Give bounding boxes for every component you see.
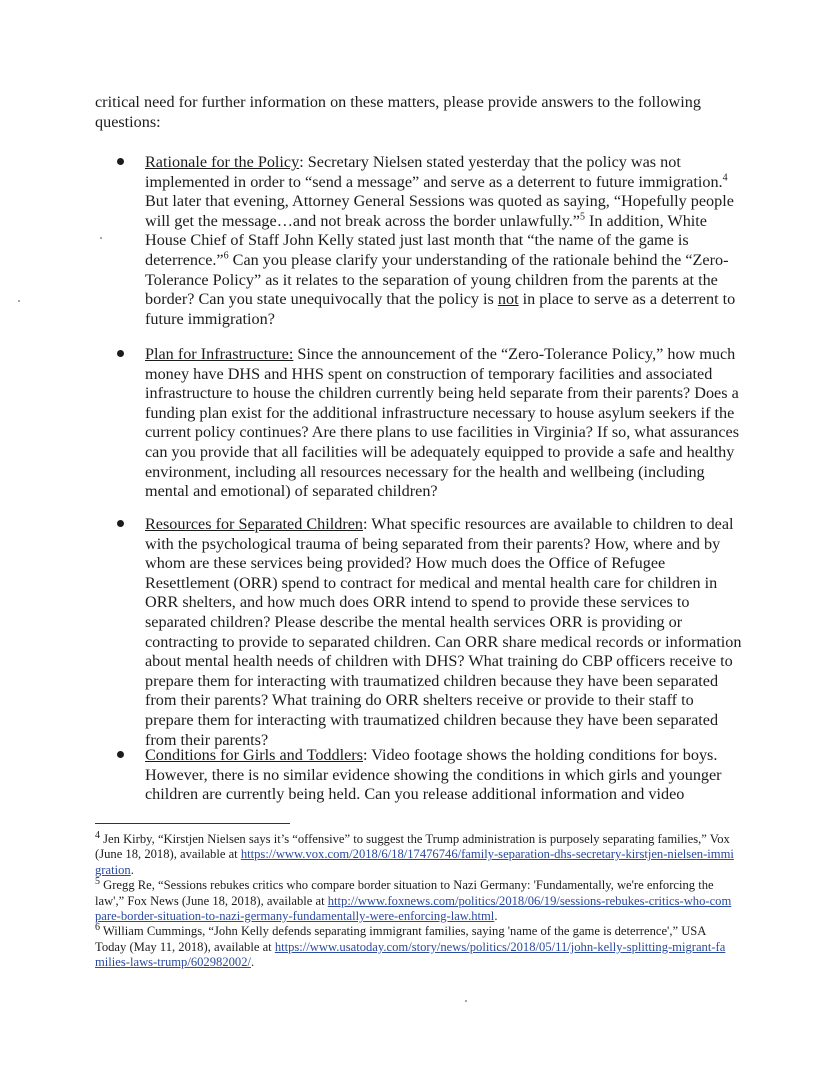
question-item-rationale — [145, 153, 745, 329]
question-item-infrastructure — [145, 345, 745, 502]
intro-paragraph: critical need for further information on these matters, please provide answers to the following questions: — [95, 93, 701, 131]
question-item-resources — [145, 515, 745, 750]
footnote-5: $^5$ Gregg Re, “Sessions rebukes critics who compare border situation to Nazi Germany: 'Fundamentally, we're enforcing the law',” Fox News (June 18, 2018), available at http://www.foxnews.com/politics/2018/06/19/sessions-rebukes-critics-who-compare-border-situation-to-nazi-germany-fundamentally-were-enforcing-law.html. — [95, 876, 732, 924]
footnote-link[interactable]: https://www.usatoday.com/story/news/politics/2018/05/11/john-kelly-splitting-migrant-families-laws-trump/602982002/ — [95, 939, 726, 970]
bullet-icon — [117, 520, 124, 527]
question-heading: Plan for Infrastructure: — [145, 345, 294, 363]
bullet-icon — [117, 350, 124, 357]
question-heading: Resources for Separated Children — [145, 515, 364, 533]
question-text: Plan for Infrastructure: Since the announcement of the “Zero-Tolerance Policy,” how much money have DHS and HHS spent on construction of temporary facilities and associated infrastructure to house the children currently being held separate from their parents? Does a funding plan exist for the additional infrastructure necessary to house asylum seekers if the current policy continues? Are there plans to use facilities in Virginia? If so, what assurances can you provide that all facilities will be adequately equipped to provide a safe and healthy environment, including all resources necessary for the health and wellbeing (including mental and emotional) of separated children? — [145, 345, 740, 501]
question-text: Rationale for the Policy: Secretary Nielsen stated yesterday that the policy was not implemented in order to “send a message” and serve as a deterrent to future immigration.$^4$ But later that evening, Attorney General Sessions was quoted as saying, “Hopefully people will get the message…and not break across the border unlawfully.”$^5$ In addition, White House Chief of Staff John Kelly stated just last month that “the name of the game is deterrence.”$^6$ Can you please clarify your understanding of the rationale behind the “Zero-Tolerance Policy” as it relates to the separation of young children from the parents at the border? Can you state unequivocally that the policy is not in place to serve as a deterrent to future immigration? — [145, 153, 736, 328]
question-item-conditions — [145, 746, 745, 805]
footnote-link[interactable]: http://www.foxnews.com/politics/2018/06/19/sessions-rebukes-critics-who-compare-border-situation-to-nazi-germany-fundamentally-were-enforcing-law.html — [95, 893, 732, 924]
footnote-4: $^4$ Jen Kirby, “Kirstjen Nielsen says it’s “offensive” to suggest the Trump administration is purposely separating families,” Vox (June 18, 2018), available at https://www.vox.com/2018/6/18/17476746/family-separation-dhs-secretary-kirstjen-nielsen-immigration. — [95, 829, 734, 877]
footnote-link[interactable]: https://www.vox.com/2018/6/18/17476746/family-separation-dhs-secretary-kirstjen-nielsen-immigration — [95, 847, 734, 877]
question-text: Resources for Separated Children: What specific resources are available to children to deal with the psychological trauma of being separated from their parents? How, where and by whom are these services being provided? How much does the Office of Refugee Resettlement (ORR) spend to contract for medical and mental health care for children in ORR shelters, and how much does ORR intend to spend to provide these services to separated children? Please describe the mental health services ORR is providing or contracting to provide to separated children. Can ORR share medical records or information about mental health needs of children with DHS? What training do CBP officers receive to prepare them for interacting with traumatized children because they have been separated from their parents? What training do ORR shelters receive or provide to their staff to prepare them for interacting with traumatized children because they have been separated from their parents? — [145, 515, 742, 749]
footnote-divider — [95, 823, 290, 824]
footnote-ref: 5 — [579, 211, 585, 223]
question-heading: Conditions for Girls and Toddlers — [145, 746, 363, 764]
footnote-ref: 4 — [722, 172, 728, 184]
question-text: Conditions for Girls and Toddlers: Video footage shows the holding conditions for boys. However, there is no similar evidence showing the conditions in which girls and younger children are currently being held. Can you release additional information and video — [145, 746, 722, 804]
bullet-icon — [117, 158, 124, 165]
scan-speck — [18, 300, 20, 302]
scan-speck — [465, 1000, 467, 1002]
emphasis-not: not — [497, 290, 519, 309]
footnotes-section — [95, 823, 735, 971]
bullet-icon — [117, 751, 124, 758]
question-heading: Rationale for the Policy — [145, 153, 300, 171]
footnote-6: $^6$ William Cummings, “John Kelly defends separating immigrant families, saying 'name of the game is deterrence',” USA Today (May 11, 2018), available at https://www.usatoday.com/story/news/politics/2018/05/11/john-kelly-splitting-migrant-families-laws-trump/602982002/. — [95, 922, 726, 970]
footnote-ref: 6 — [223, 250, 229, 262]
scan-speck — [100, 237, 102, 239]
